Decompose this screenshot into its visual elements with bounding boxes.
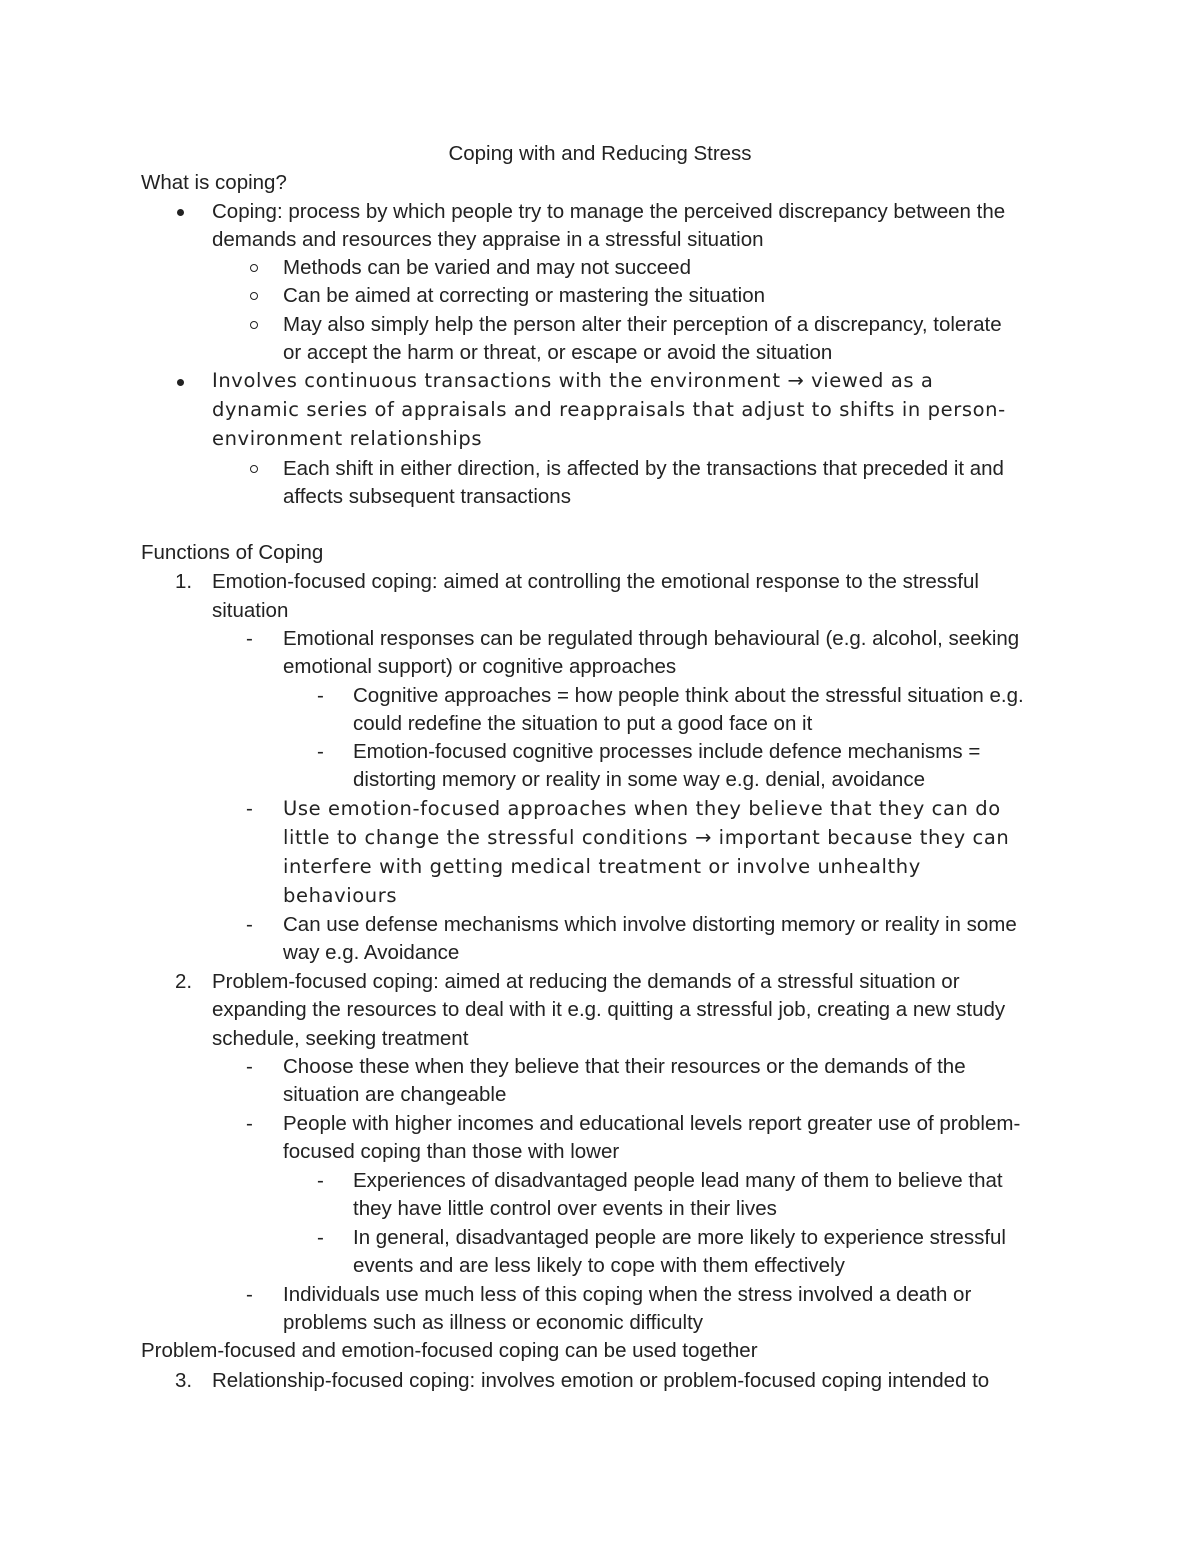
dash-item-text: emotional support) or cognitive approaches — [283, 655, 677, 678]
dash-item-text: Emotional responses can be regulated through behavioural (e.g. alcohol, seeking — [283, 627, 1020, 650]
page-title: Coping with and Reducing Stress — [448, 142, 752, 165]
dash-marker: - — [317, 684, 324, 707]
bullet-text: demands and resources they appraise in a stressful situation — [212, 228, 764, 251]
dash-item-text: People with higher incomes and educational levels report greater use of problem- — [283, 1112, 1021, 1135]
list-item-text: schedule, seeking treatment — [212, 1027, 469, 1050]
dash-item-text: Cognitive approaches = how people think about the stressful situation e.g. — [353, 684, 1024, 707]
sub-bullet-text: Can be aimed at correcting or mastering the situation — [283, 284, 766, 307]
sub-bullet-text: Methods can be varied and may not succeed — [283, 256, 691, 279]
dash-item-text: way e.g. Avoidance — [283, 941, 460, 964]
dash-item-text: problems such as illness or economic difficulty — [283, 1311, 704, 1334]
list-item-text: Relationship-focused coping: involves emotion or problem-focused coping intended to — [212, 1369, 990, 1392]
sub-bullet-text: or accept the harm or threat, or escape or avoid the situation — [283, 341, 833, 364]
section-heading-what-is-coping: What is coping? — [141, 171, 287, 194]
dash-item-text: behaviours — [283, 884, 398, 907]
sub-bullet-icon — [250, 264, 258, 272]
list-item-text: Emotion-focused coping: aimed at controlling the emotional response to the stressful — [212, 570, 979, 593]
dash-marker: - — [246, 627, 253, 650]
dash-marker: - — [317, 1169, 324, 1192]
dash-marker: - — [246, 1283, 253, 1306]
bullet-text: environment relationships — [212, 427, 483, 450]
dash-item-text: In general, disadvantaged people are more likely to experience stressful — [353, 1226, 1006, 1249]
note-text: Problem-focused and emotion-focused coping can be used together — [141, 1339, 758, 1362]
sub-bullet-icon — [250, 292, 258, 300]
dash-marker: - — [246, 913, 253, 936]
list-item-text: Problem-focused coping: aimed at reducing the demands of a stressful situation or — [212, 970, 960, 993]
sub-bullet-text: Each shift in either direction, is affected by the transactions that preceded it and — [283, 457, 1004, 480]
sub-bullet-text: May also simply help the person alter their perception of a discrepancy, tolerate — [283, 313, 1002, 336]
sub-bullet-text: affects subsequent transactions — [283, 485, 571, 508]
bullet-text: dynamic series of appraisals and reappraisals that adjust to shifts in person- — [212, 398, 1006, 421]
dash-item-text: interfere with getting medical treatment or involve unhealthy — [283, 855, 921, 878]
dash-item-text: could redefine the situation to put a good face on it — [353, 712, 813, 735]
dash-item-text: focused coping than those with lower — [283, 1140, 620, 1163]
dash-marker: - — [246, 797, 253, 820]
dash-marker: - — [317, 740, 324, 763]
sub-bullet-icon — [250, 321, 258, 329]
dash-item-text: Individuals use much less of this coping when the stress involved a death or — [283, 1283, 972, 1306]
dash-marker: - — [246, 1112, 253, 1135]
dash-item-text: distorting memory or reality in some way e.g. denial, avoidance — [353, 768, 925, 791]
dash-item-text: Emotion-focused cognitive processes include defence mechanisms = — [353, 740, 981, 763]
dash-item-text: Use emotion-focused approaches when they believe that they can do — [283, 797, 1001, 820]
list-item-text: situation — [212, 599, 289, 622]
dash-marker: - — [317, 1226, 324, 1249]
list-item-text: expanding the resources to deal with it e.g. quitting a stressful job, creating a new study — [212, 998, 1006, 1021]
bullet-text: Coping: process by which people try to manage the perceived discrepancy between the — [212, 200, 1006, 223]
list-number: 2. — [175, 970, 193, 993]
dash-item-text: Can use defense mechanisms which involve distorting memory or reality in some — [283, 913, 1017, 936]
sub-bullet-icon — [250, 465, 258, 473]
dash-marker: - — [246, 1055, 253, 1078]
list-number: 3. — [175, 1369, 193, 1392]
dash-item-text: situation are changeable — [283, 1083, 507, 1106]
dash-item-text: they have little control over events in their lives — [353, 1197, 777, 1220]
dash-item-text: Experiences of disadvantaged people lead many of them to believe that — [353, 1169, 1003, 1192]
dash-item-text: Choose these when they believe that their resources or the demands of the — [283, 1055, 966, 1078]
dash-item-text: events and are less likely to cope with them effectively — [353, 1254, 845, 1277]
bullet-text: Involves continuous transactions with the environment → viewed as a — [212, 369, 934, 392]
dash-item-text: little to change the stressful conditions → important because they can — [283, 826, 1010, 849]
bullet-icon — [177, 379, 184, 386]
bullet-icon — [177, 209, 184, 216]
section-heading-functions-of-coping: Functions of Coping — [141, 541, 324, 564]
list-number: 1. — [175, 570, 193, 593]
